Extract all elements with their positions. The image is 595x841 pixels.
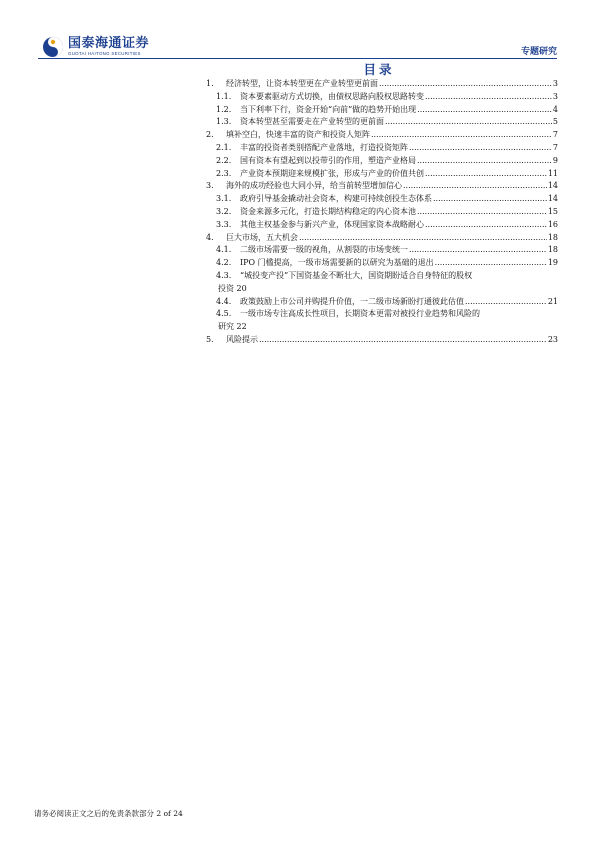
- toc-leader-dots: [385, 117, 552, 126]
- toc-entry-text-continued: 投资: [218, 283, 234, 293]
- toc-entry[interactable]: [200, 334, 558, 347]
- page-footer: 请务必阅读正文之后的免责条款部分 2 of 24: [34, 809, 183, 818]
- toc-entry[interactable]: [200, 206, 558, 219]
- toc-leader-dots: [299, 233, 547, 242]
- toc-entry[interactable]: [200, 78, 558, 91]
- toc-entry-number: 4.3.: [216, 270, 232, 280]
- toc-entry[interactable]: [200, 91, 558, 104]
- toc-entry-page: 11: [547, 168, 558, 178]
- toc-leader-dots: [409, 143, 552, 152]
- toc-entry[interactable]: [200, 180, 558, 193]
- toc-entry-number: 1.: [206, 79, 214, 88]
- toc-entry-text: 资本要素驱动方式切换，由债权思路向股权思路转变: [240, 91, 424, 101]
- logo-name-cn: 国泰海通证券: [68, 36, 150, 52]
- toc-entry[interactable]: [200, 219, 558, 232]
- toc-entry-text: 其他主权基金参与新兴产业，体现国家资本战略耐心: [240, 219, 424, 229]
- toc-entry-page: 3: [552, 91, 558, 101]
- toc-entry[interactable]: [200, 116, 558, 129]
- toc-entry-text: 填补空白，快速丰富的资产和投资人矩阵: [226, 130, 370, 140]
- toc-entry-number: 1.2.: [216, 104, 232, 114]
- toc-leader-dots: [417, 156, 552, 165]
- toc-entry-text: 丰富的投资者类别搭配产业落地，打造投资矩阵: [240, 142, 408, 152]
- company-logo: [42, 36, 149, 58]
- toc-entry-page: 3: [552, 79, 558, 88]
- toc-leader-dots: [465, 297, 547, 306]
- toc-entry[interactable]: [200, 270, 558, 296]
- toc-entry[interactable]: [200, 104, 558, 117]
- toc-entry-text: 政府引导基金撬动社会资本，构建可持续创投生态体系: [240, 194, 432, 204]
- logo-mark-icon: [42, 36, 64, 58]
- toc-entry[interactable]: [200, 155, 558, 168]
- header-divider: [38, 58, 557, 59]
- toc-entry-text: 资金来源多元化，打造长期结构稳定的内心资本池: [240, 206, 416, 216]
- toc-entry-text: 经济转型，让资本转型更在产业转型更前面: [226, 79, 378, 88]
- toc-entry-number: 4.2.: [216, 258, 232, 268]
- toc-entry-number: 4.: [206, 232, 214, 242]
- toc-entry-page: 16: [547, 219, 558, 229]
- toc-leader-dots: [379, 79, 552, 88]
- toc-leader-dots: [409, 245, 547, 254]
- toc-entry-page: 21: [547, 296, 558, 306]
- toc-entry[interactable]: [200, 308, 558, 334]
- toc-entry-page: 19: [547, 258, 558, 268]
- toc-entry-number: 2.3.: [216, 168, 232, 178]
- toc-entry-page: 23: [547, 334, 558, 344]
- toc-entry-page: 7: [552, 130, 558, 140]
- toc-entry-text: 资本转型甚至需要走在产业转型的更前面: [240, 117, 384, 127]
- toc-leader-dots: [259, 335, 547, 344]
- toc-entry-number: 2.1.: [216, 142, 232, 152]
- toc-entry-page: 18: [547, 245, 558, 255]
- toc-leader-dots: [403, 181, 547, 190]
- toc-entry[interactable]: [200, 296, 558, 309]
- toc-entry[interactable]: [200, 142, 558, 155]
- toc-entry-text: 政策鼓励上市公司并购提升价值，一二级市场新盼打通彼此估值: [240, 296, 464, 306]
- toc-leader-dots: [417, 105, 552, 114]
- toc-entry-text: 风险提示: [226, 334, 258, 344]
- toc-entry-page: 4: [552, 104, 558, 114]
- toc-entry-number: 3.3.: [216, 219, 232, 229]
- logo-name-en: GUOTAI HAITONG SECURITIES: [68, 51, 141, 57]
- toc-leader-dots: [425, 169, 547, 178]
- page-header: [0, 0, 595, 62]
- toc-entry-text: 一级市场专注高成长性项目，长期资本更需对被投行业趋势和风险的: [240, 309, 480, 319]
- toc-entry-number: 1.1.: [216, 91, 232, 101]
- toc-entry-number: 2.: [206, 130, 214, 140]
- toc-title: 目录: [363, 62, 395, 77]
- toc-entry-page: 7: [552, 142, 558, 152]
- toc-entry-page: 18: [547, 232, 558, 242]
- toc-entry[interactable]: [200, 257, 558, 270]
- report-type-label: 专题研究: [520, 47, 557, 57]
- toc-entry[interactable]: [200, 168, 558, 181]
- toc-entry-text: 当下利率下行，资金开始“向前”做的趋势开始出现: [240, 104, 417, 114]
- toc-entry-page: 20: [236, 283, 247, 293]
- toc-entry-number: 5.: [206, 334, 214, 344]
- toc-entry[interactable]: [200, 244, 558, 257]
- toc-leader-dots: [371, 130, 552, 139]
- toc-leader-dots: [435, 258, 547, 267]
- toc-entry-number: 3.2.: [216, 206, 232, 216]
- toc-entry-page: 14: [547, 181, 558, 191]
- toc-leader-dots: [425, 92, 552, 101]
- toc-entry-page: 5: [552, 117, 558, 127]
- toc-entry-text-continued: 研究: [218, 322, 234, 332]
- toc-entry-text: 海外的成功经验也大同小异，给当前转型增加信心: [226, 181, 402, 191]
- toc-leader-dots: [433, 194, 547, 203]
- toc-leader-dots: [425, 220, 547, 229]
- toc-entry[interactable]: [200, 129, 558, 142]
- toc-entry-number: 3.: [206, 181, 214, 191]
- toc-entry-text: “城投变产投”下国资基金不断壮大，国资期盼适合自身特征的股权: [240, 270, 473, 280]
- toc-entry-number: 4.1.: [216, 245, 232, 255]
- toc-entry-page: 14: [547, 194, 558, 204]
- toc-entry-text: 巨大市场，五大机会: [226, 232, 298, 242]
- toc-entry-text: 二级市场需要一级的视角，从割裂的市场变统一: [240, 245, 408, 255]
- toc-entry[interactable]: [200, 232, 558, 245]
- toc-entry-number: 4.5.: [216, 309, 232, 319]
- toc-entry-number: 4.4.: [216, 296, 232, 306]
- toc-entry-text: 国有资本有望起到以投带引的作用，塑造产业格局: [240, 155, 416, 165]
- toc-leader-dots: [417, 207, 547, 216]
- toc-entry-number: 2.2.: [216, 155, 232, 165]
- toc-entry-page: 22: [236, 322, 247, 332]
- toc-entry-text: 产业资本预期迎来规模扩张，形成与产业的价值共创: [240, 168, 424, 178]
- table-of-contents: [200, 78, 558, 347]
- toc-entry-page: 15: [547, 206, 558, 216]
- toc-entry[interactable]: [200, 193, 558, 206]
- toc-entry-number: 1.3.: [216, 117, 232, 127]
- toc-entry-page: 9: [552, 155, 558, 165]
- toc-entry-number: 3.1.: [216, 194, 232, 204]
- toc-entry-text: IPO 门槛提高，一级市场需要新的以研究为基础的退出: [240, 258, 434, 268]
